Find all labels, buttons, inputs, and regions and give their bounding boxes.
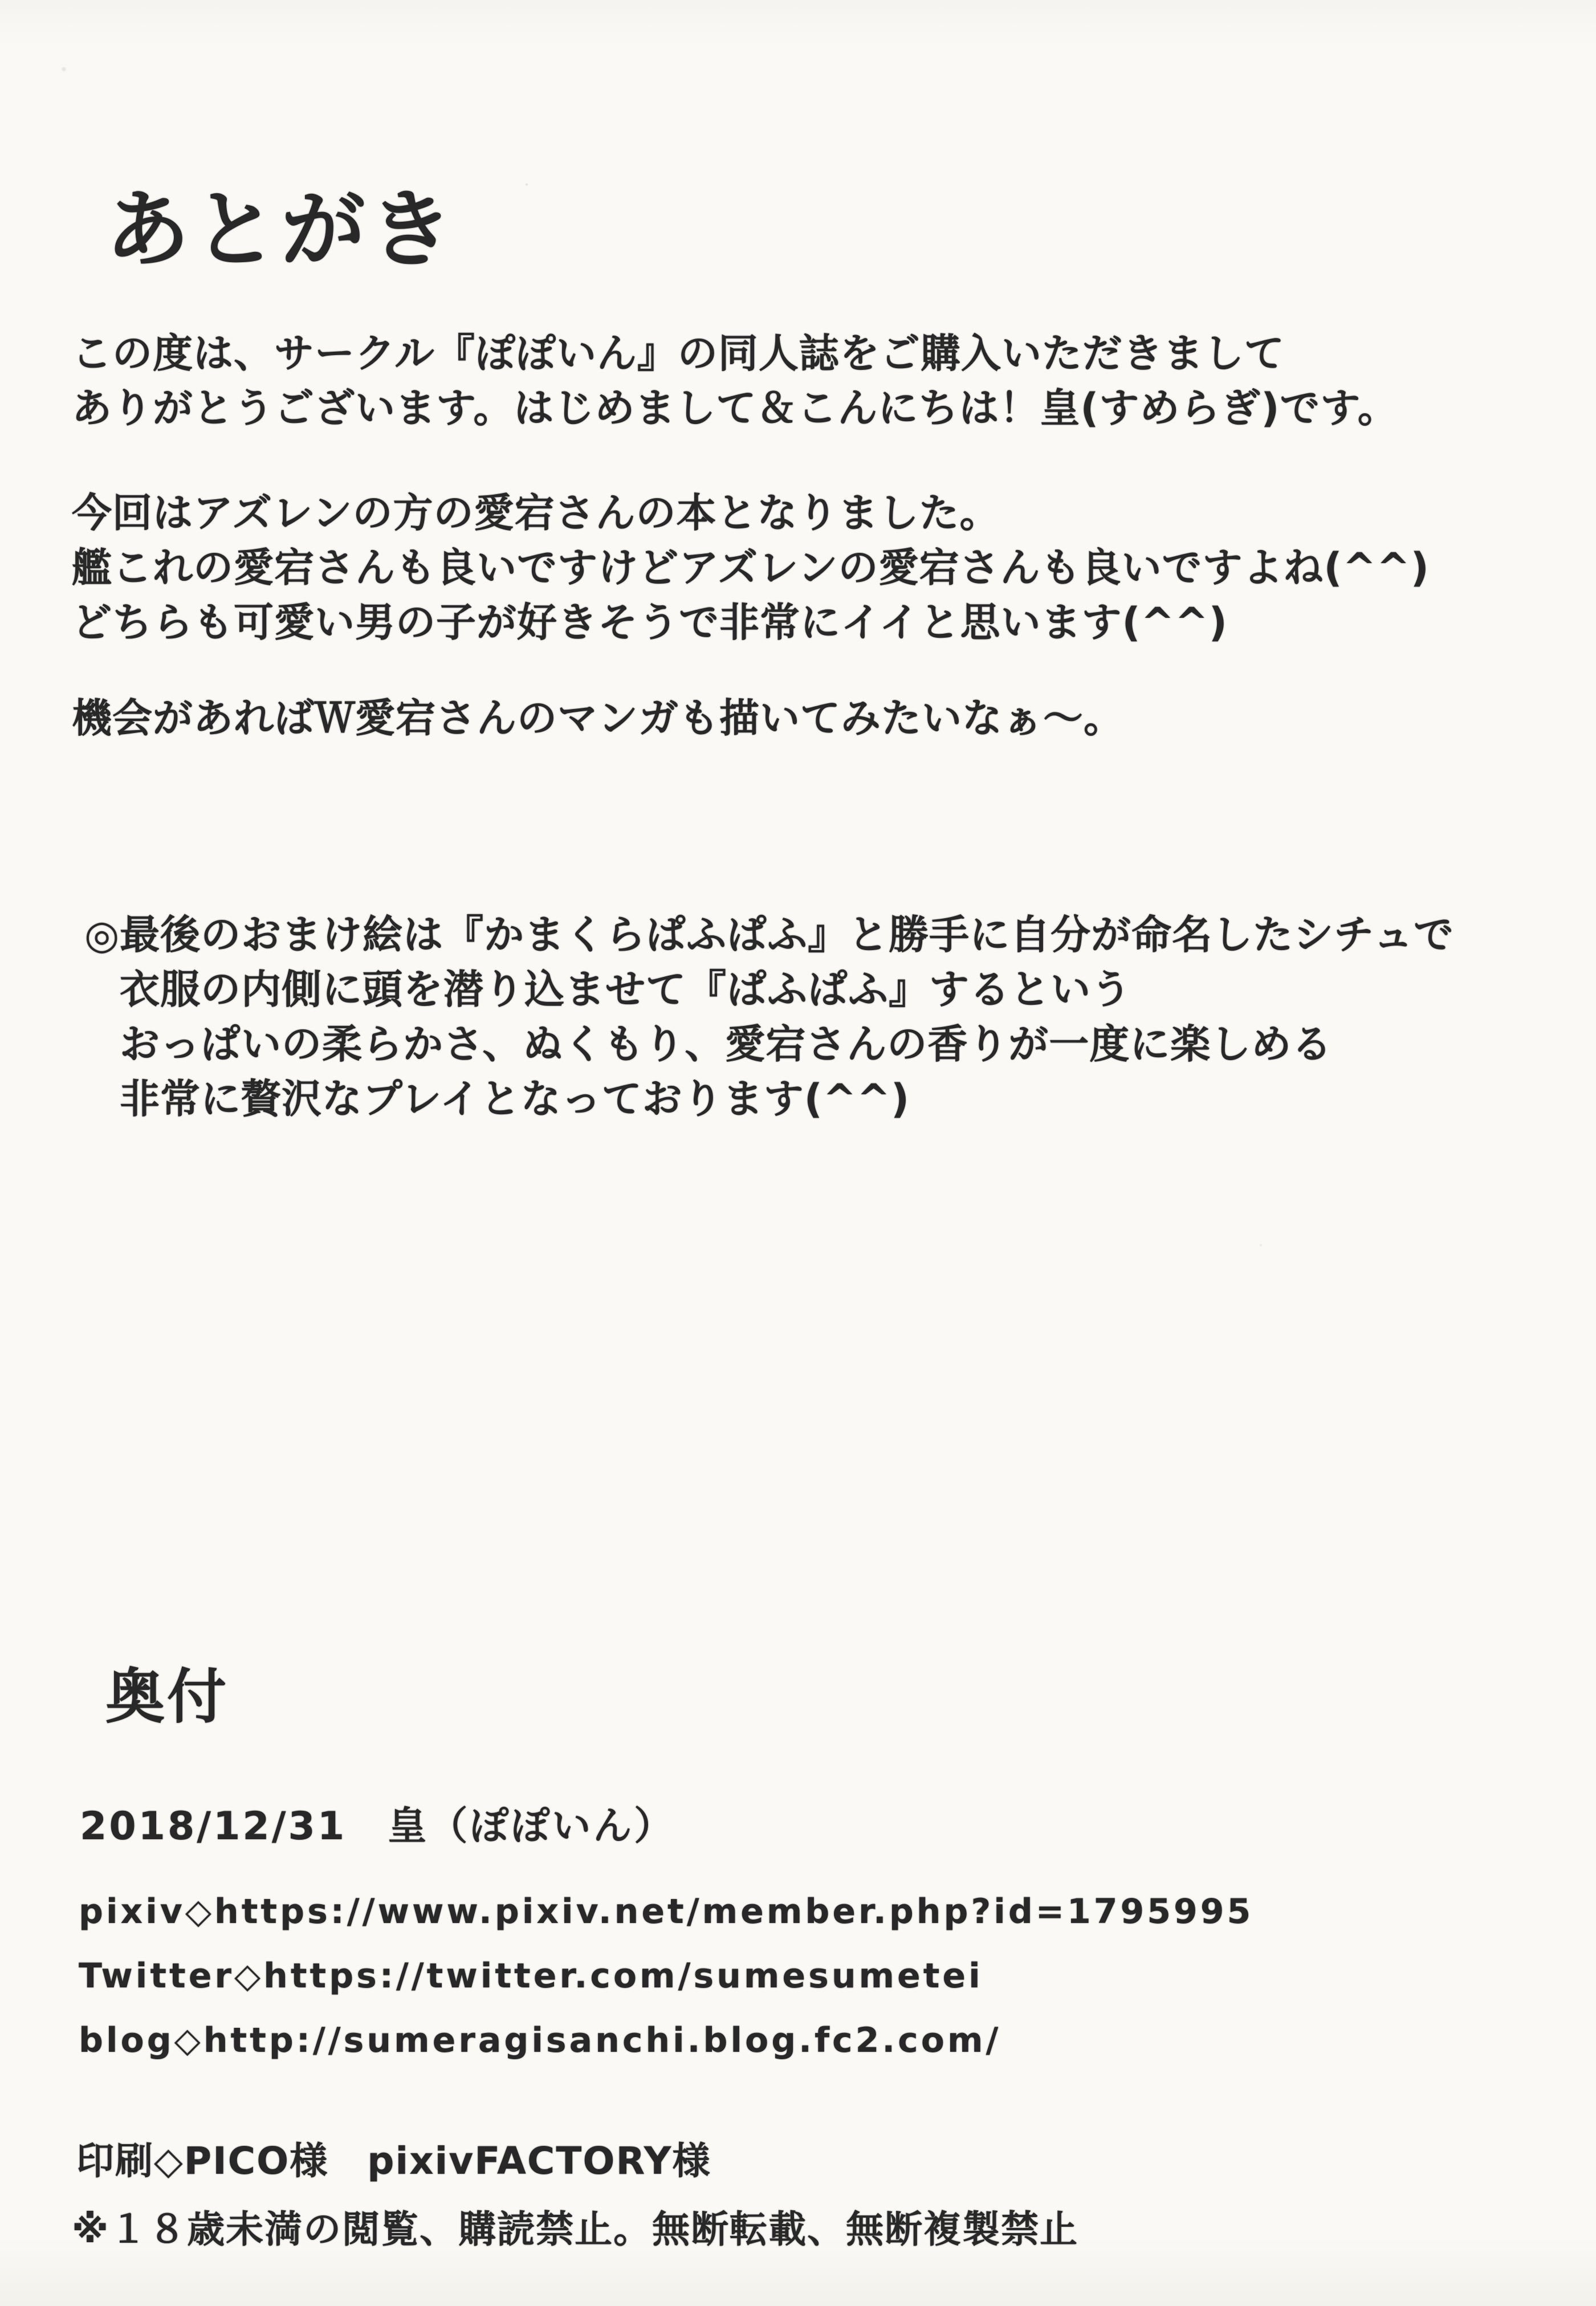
date-author-line: 2018/12/31 皇（ぽぽいん）	[80, 1804, 675, 1849]
paragraph-line: 今回はアズレンの方の愛宕さんの本となりました。	[72, 490, 1000, 536]
afterword-heading: あとがき	[105, 181, 457, 279]
blog-link-line: blog◇http://sumeragisanchi.blog.fc2.com/	[79, 2020, 1001, 2060]
paragraph-line: この度は、サークル『ぽぽいん』の同人誌をご購入いただきまして	[72, 330, 1285, 377]
paragraph-line: 艦これの愛宕さんも良いですけどアズレンの愛宕さんも良いですよね(^^)	[72, 544, 1430, 591]
paragraph-line: ◎最後のおまけ絵は『かまくらぱふぱふ』と勝手に自分が命名したシチュで	[84, 911, 1454, 958]
age-warning-line: ※１８歳未満の閲覧、購読禁止。無断転載、無断複製禁止	[72, 2207, 1079, 2251]
paragraph-line: 衣服の内側に頭を潜り込ませて『ぱふぱふ』するという	[120, 966, 1131, 1013]
printing-credit-line: 印刷◇PICO様 pixivFACTORY様	[76, 2139, 711, 2183]
paragraph-line: ありがとうございます。はじめまして＆こんにちは！皇(すめらぎ)です。	[72, 385, 1398, 431]
paragraph-line: 非常に贅沢なプレイとなっております(^^)	[120, 1075, 910, 1122]
colophon-heading: 奥付	[105, 1662, 229, 1731]
wish-paragraph	[72, 691, 1124, 745]
bonus-art-note-paragraph	[84, 907, 1454, 1126]
greeting-paragraph	[72, 326, 1398, 435]
author-links-block	[79, 1880, 1253, 2073]
book-topic-paragraph	[72, 486, 1430, 650]
paragraph-line: おっぱいの柔らかさ、ぬくもり、愛宕さんの香りが一度に楽しめる	[120, 1021, 1333, 1068]
paragraph-line: 機会があればＷ愛宕さんのマンガも描いてみたいなぁ〜。	[72, 695, 1124, 741]
pixiv-link-line: pixiv◇https://www.pixiv.net/member.php?id=1795995	[79, 1892, 1254, 1932]
twitter-link-line: Twitter◇https://twitter.com/sumesumetei	[79, 1956, 983, 1996]
paragraph-line: どちらも可愛い男の子が好きそうで非常にイイと思います(^^)	[72, 599, 1228, 646]
